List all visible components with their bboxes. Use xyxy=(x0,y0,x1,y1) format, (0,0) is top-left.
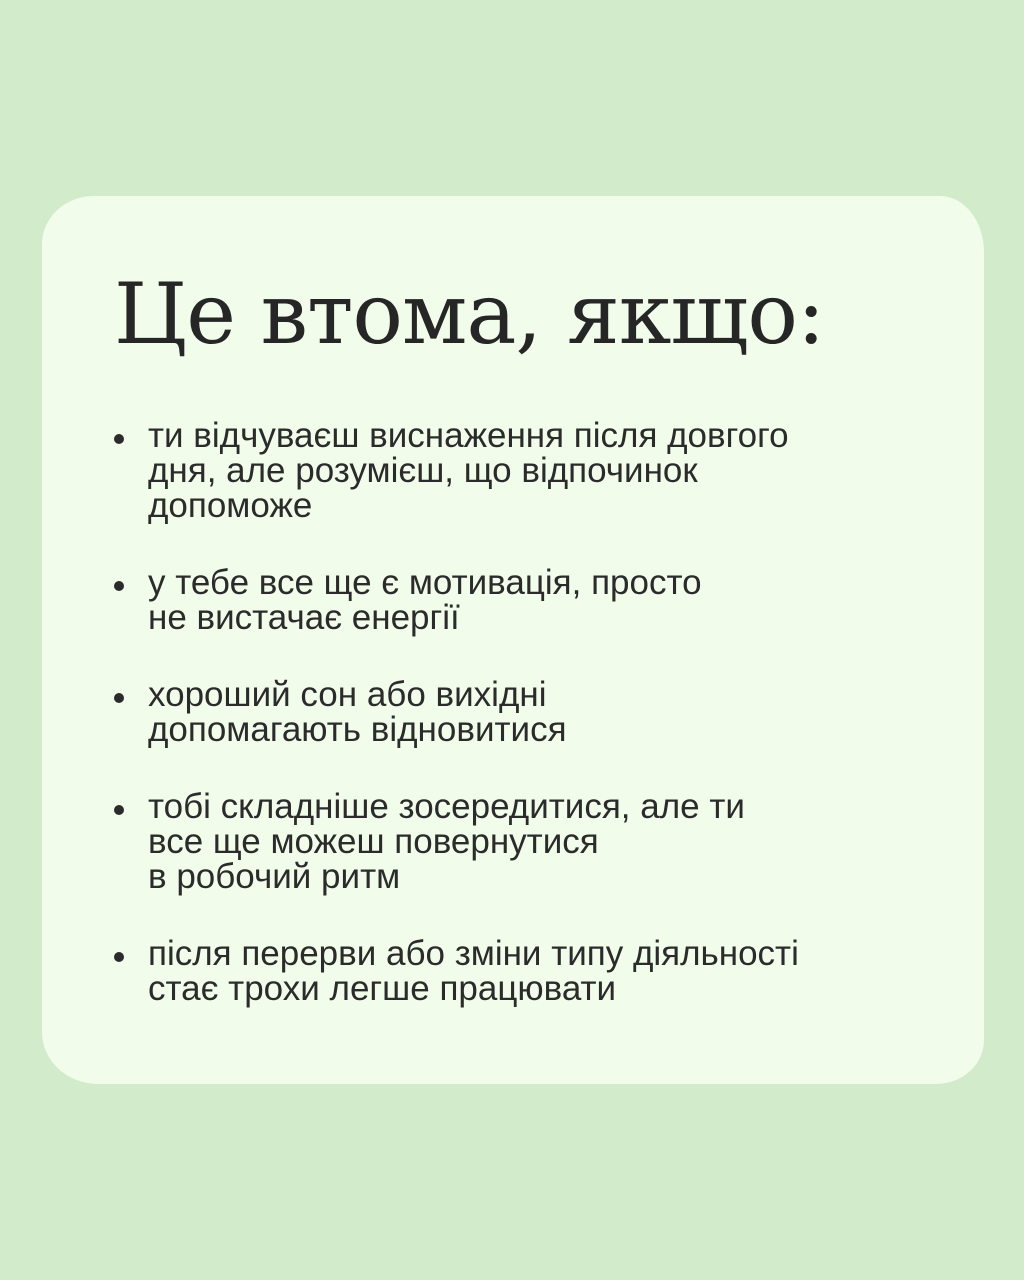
bullet-icon xyxy=(114,952,124,962)
list-item-line: допомагають відновитися xyxy=(148,710,567,749)
list-item-line: хороший сон або вихідні xyxy=(148,675,547,714)
symptom-list xyxy=(108,418,928,1048)
list-item-line: дня, але розумієш, що відпочинок xyxy=(148,451,698,490)
list-item xyxy=(108,418,928,523)
bullet-icon xyxy=(114,693,124,703)
page-title: Це втома, якщо: xyxy=(114,265,825,363)
list-item-line: в робочий ритм xyxy=(148,857,401,896)
list-item-line: не вистачає енергії xyxy=(148,598,460,637)
bullet-icon xyxy=(114,805,124,815)
list-item-line: допоможе xyxy=(148,486,313,525)
list-item-line: стає трохи легше працювати xyxy=(148,969,617,1008)
list-item-line: у тебе все ще є мотивація, просто xyxy=(148,563,702,602)
list-item-line: тобі складніше зосередитися, але ти xyxy=(148,787,745,826)
bullet-icon xyxy=(114,434,124,444)
list-item-line: ти відчуваєш виснаження після довгого xyxy=(148,416,789,455)
list-item-line: після перерви або зміни типу діяльності xyxy=(148,934,799,973)
list-item xyxy=(108,565,928,635)
list-item-line: все ще можеш повернутися xyxy=(148,822,599,861)
list-item xyxy=(108,936,928,1006)
bullet-icon xyxy=(114,581,124,591)
list-item xyxy=(108,789,928,894)
list-item xyxy=(108,677,928,747)
